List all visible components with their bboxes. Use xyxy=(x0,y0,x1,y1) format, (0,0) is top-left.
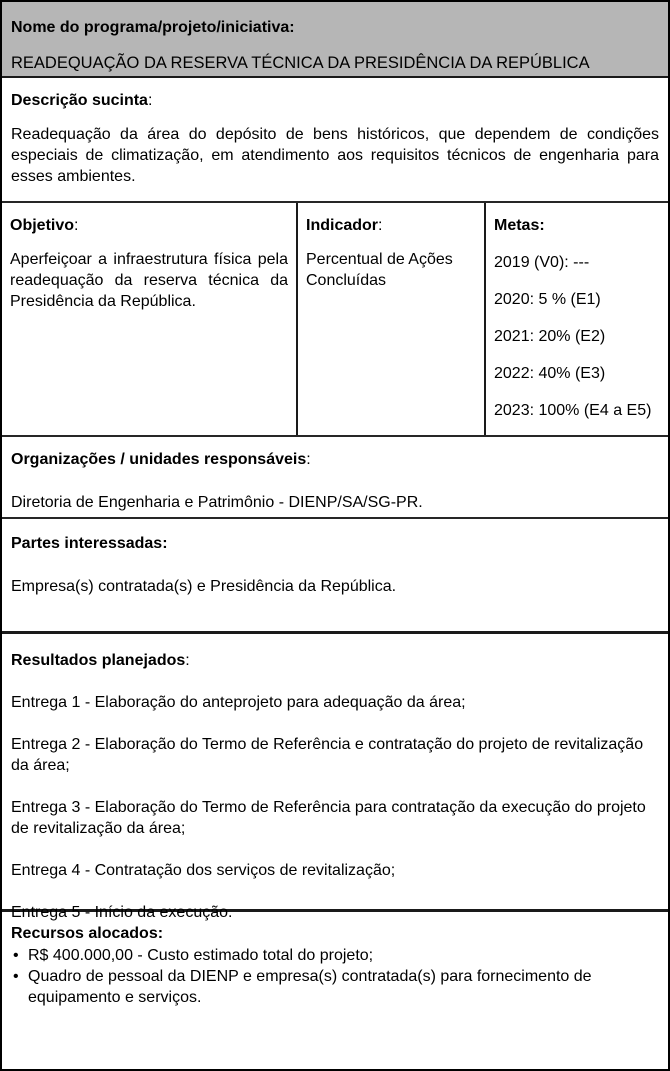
section-organizacoes xyxy=(2,437,668,519)
partes-text: Empresa(s) contratada(s) e Presidência da República. xyxy=(11,578,397,595)
bullet-item xyxy=(11,945,659,966)
organizacoes-text: Diretoria de Engenharia e Patrimônio - DIENP/SA/SG-PR. xyxy=(11,494,423,511)
meta-item: 2023: 100% (E4 a E5) xyxy=(494,402,652,419)
descricao-heading: Descrição sucinta: xyxy=(11,92,153,109)
program-title: READEQUAÇÃO DA RESERVA TÉCNICA DA PRESIDÊNCIA DA REPÚBLICA xyxy=(11,54,590,72)
cell-metas xyxy=(486,203,668,435)
organizacoes-heading: Organizações / unidades responsáveis: xyxy=(11,451,311,468)
section-resultados-planejados xyxy=(2,634,668,921)
objetivo-heading: Objetivo: xyxy=(10,217,79,234)
recursos-bullet-list xyxy=(11,945,659,1008)
indicador-text: Percentual de Ações Concluídas xyxy=(306,251,453,289)
cell-objetivo xyxy=(2,203,298,435)
bullet-item xyxy=(11,966,659,1008)
bullet-icon: • xyxy=(13,947,19,964)
section-descricao-sucinta xyxy=(2,78,668,203)
recursos-heading: Recursos alocados: xyxy=(11,925,164,942)
meta-item: 2020: 5 % (E1) xyxy=(494,291,601,308)
meta-item: 2019 (V0): --- xyxy=(494,254,590,271)
bullet-text: Quadro de pessoal da DIENP e empresa(s) contratada(s) para fornecimento de equipamento e serviços. xyxy=(28,968,592,1006)
program-name-colon: : xyxy=(289,19,295,36)
objetivo-indicador-metas-row xyxy=(2,203,668,437)
meta-item: 2022: 40% (E3) xyxy=(494,365,606,382)
entrega-item: Entrega 5 - Início da execução. xyxy=(11,904,233,921)
meta-item: 2021: 20% (E2) xyxy=(494,328,606,345)
bullet-icon: • xyxy=(13,968,19,985)
program-name-header xyxy=(2,2,668,78)
bullet-text: R$ 400.000,00 - Custo estimado total do projeto; xyxy=(28,947,374,964)
entrega-item: Entrega 2 - Elaboração do Termo de Referência e contratação do projeto de revitalização da área; xyxy=(11,736,644,774)
cell-indicador xyxy=(298,203,486,435)
indicador-heading: Indicador: xyxy=(306,217,383,234)
objetivo-text: Aperfeiçoar a infraestrutura física pela readequação da reserva técnica da Presidência da República. xyxy=(10,251,288,310)
section-partes-interessadas xyxy=(2,519,668,634)
partes-heading: Partes interessadas: xyxy=(11,535,168,552)
section-recursos-alocados xyxy=(2,912,668,1069)
program-name-label: Nome do programa/projeto/iniciativa: xyxy=(11,19,295,36)
metas-heading: Metas: xyxy=(494,217,545,234)
resultados-heading: Resultados planejados: xyxy=(11,652,190,669)
entrega-item: Entrega 1 - Elaboração do anteprojeto para adequação da área; xyxy=(11,694,466,711)
entrega-item: Entrega 4 - Contratação dos serviços de revitalização; xyxy=(11,862,396,879)
descricao-text: Readequação da área do depósito de bens históricos, que dependem de condições especiais de climatização, em atendimento aos requisitos técnicos de engenharia para esses ambientes. xyxy=(11,126,659,185)
entrega-item: Entrega 3 - Elaboração do Termo de Referência para contratação da execução do projeto de revitalização da área; xyxy=(11,799,646,837)
